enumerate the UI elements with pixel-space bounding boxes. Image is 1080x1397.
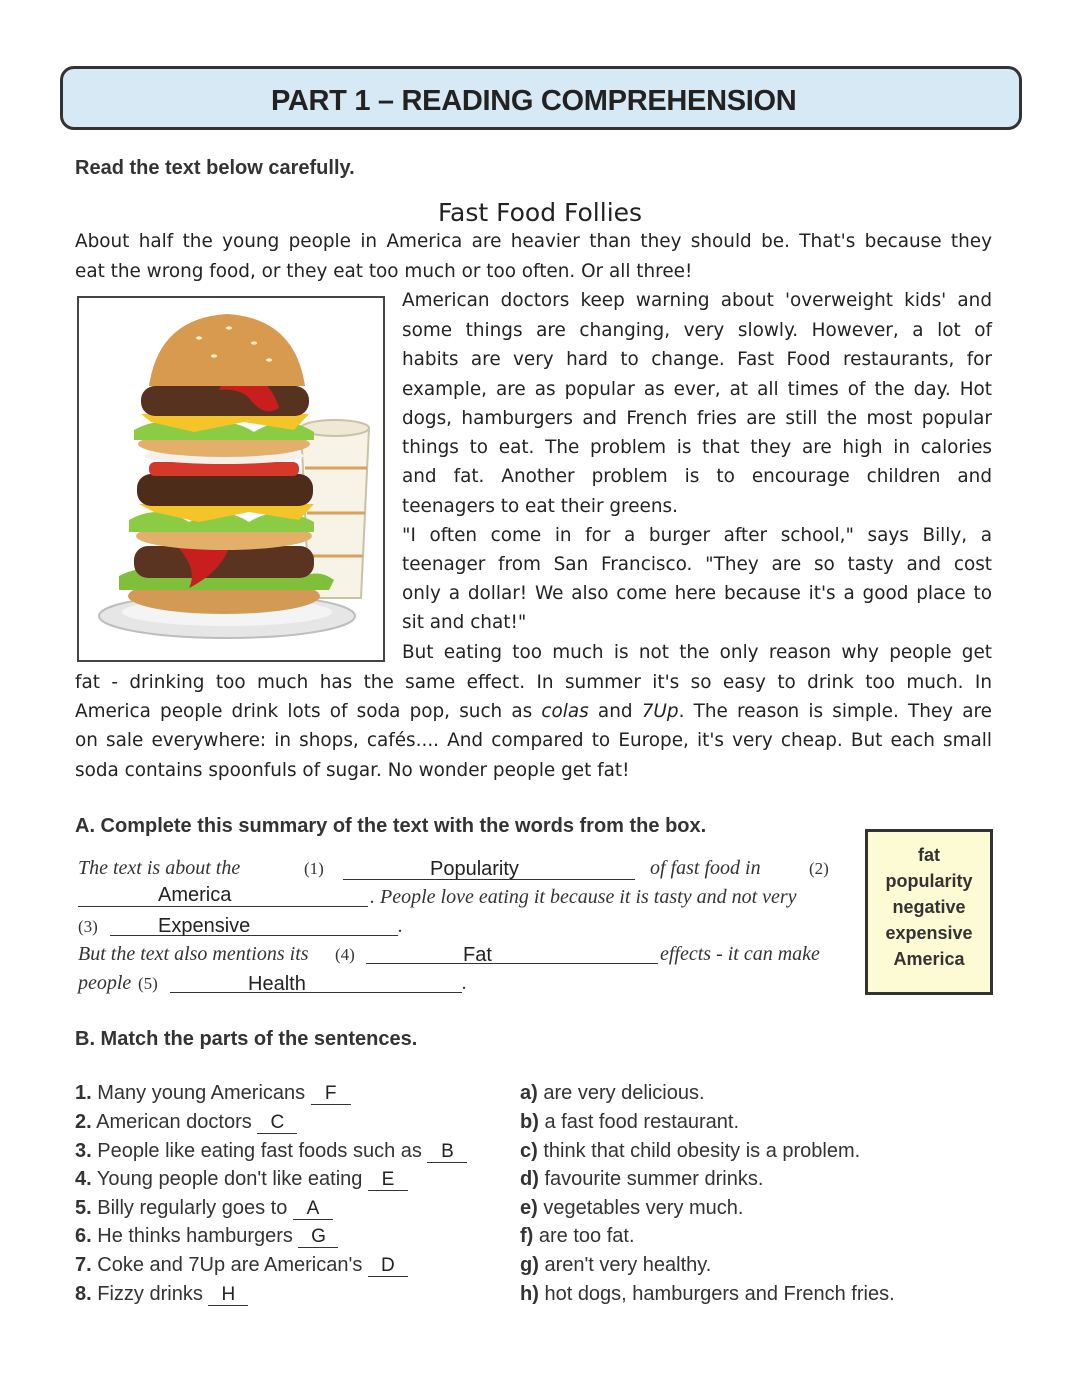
item-text: Coke and 7Up are American's: [97, 1254, 363, 1276]
match-left-item: [75, 1168, 408, 1191]
story-title: Fast Food Follies: [437, 198, 643, 227]
match-left-item: [75, 1140, 467, 1163]
word-box-item: popularity: [885, 871, 973, 891]
item-text: He thinks hamburgers: [97, 1225, 293, 1247]
word-box-item: fat: [918, 845, 940, 865]
match-left-item: [75, 1111, 297, 1134]
story-line: some things are changing, very slowly. However, a lot of: [402, 320, 992, 341]
answer-1: Popularity: [430, 858, 519, 880]
blank-3[interactable]: [110, 935, 398, 936]
item-text: aren't very healthy.: [544, 1254, 712, 1276]
story-line-soda: [75, 701, 992, 722]
story-line: on sale everywhere: in shops, cafés.... And compared to Europe, it's very cheap. But each small: [75, 730, 992, 751]
item-number: 6.: [75, 1225, 92, 1247]
story-text: and: [588, 701, 642, 722]
match-right-item: [520, 1197, 743, 1220]
summary-text: .: [398, 915, 403, 937]
story-line: soda contains spoonfuls of sugar. No wonder people get fat!: [75, 760, 630, 781]
match-right-item: [520, 1254, 711, 1277]
item-number: 1.: [75, 1082, 92, 1104]
item-text: are very delicious.: [543, 1082, 705, 1104]
item-letter: g): [520, 1254, 539, 1276]
item-text: American doctors: [96, 1111, 252, 1133]
summary-number: (1): [304, 859, 324, 878]
item-text: Billy regularly goes to: [97, 1197, 288, 1219]
item-letter: d): [520, 1168, 539, 1190]
answer-4: Fat: [463, 944, 492, 966]
answer-2: America: [158, 884, 232, 906]
story-text: 7Up: [641, 701, 679, 722]
story-line: sit and chat!": [402, 612, 527, 633]
summary-text: people: [78, 972, 132, 994]
item-letter: h): [520, 1283, 539, 1305]
blank-5[interactable]: [170, 992, 462, 993]
word-box: [865, 829, 993, 995]
match-answer[interactable]: E: [368, 1170, 408, 1191]
match-right-item: [520, 1225, 635, 1248]
story-line: habits are very hard to change. Fast Food restaurants, for: [402, 349, 992, 370]
hamburger-illustration: [79, 298, 383, 660]
story-line: teenager from San Francisco. "They are so tasty and cost: [402, 554, 992, 575]
summary-text: .: [462, 972, 467, 994]
section-header: [60, 66, 1022, 130]
match-answer[interactable]: A: [293, 1199, 333, 1220]
match-left-item: [75, 1197, 333, 1220]
word-box-item: America: [893, 949, 965, 969]
match-right-item: [520, 1111, 739, 1134]
match-right-item: [520, 1082, 705, 1105]
summary-number: (2): [809, 859, 829, 878]
match-left-item: [75, 1283, 248, 1306]
story-line: example, are as popular as ever, at all times of the day. Hot: [402, 379, 992, 400]
match-right-item: [520, 1283, 895, 1306]
item-text: vegetables very much.: [543, 1197, 744, 1219]
match-answer[interactable]: H: [208, 1285, 248, 1306]
story-line: only a dollar! We also come here because it's a good place to: [402, 583, 992, 604]
item-number: 5.: [75, 1197, 92, 1219]
story-text: colas: [541, 701, 589, 722]
item-text: favourite summer drinks.: [544, 1168, 764, 1190]
instruction-text: Read the text below carefully.: [75, 157, 355, 179]
word-box-item: expensive: [885, 923, 973, 943]
item-text: hot dogs, hamburgers and French fries.: [544, 1283, 895, 1305]
item-number: 3.: [75, 1140, 92, 1162]
match-right-item: [520, 1168, 763, 1191]
story-text: America people drink lots of soda pop, such as: [75, 701, 542, 722]
summary-text: . People love eating it because it is tasty and not very: [370, 886, 797, 908]
item-letter: f): [520, 1225, 534, 1247]
item-text: Many young Americans: [97, 1082, 306, 1104]
item-text: Fizzy drinks: [97, 1283, 203, 1305]
match-left-item: [75, 1082, 351, 1105]
story-line: teenagers to eat their greens.: [402, 496, 678, 517]
blank-4[interactable]: [366, 963, 658, 964]
match-answer[interactable]: C: [257, 1113, 297, 1134]
story-line: dogs, hamburgers and French fries are still the most popular: [402, 408, 992, 429]
match-right-item: [520, 1140, 860, 1163]
item-text: People like eating fast foods such as: [97, 1140, 422, 1162]
item-letter: a): [520, 1082, 538, 1104]
story-line: American doctors keep warning about 'overweight kids' and: [402, 290, 992, 311]
item-letter: c): [520, 1140, 538, 1162]
summary-text: effects - it can make: [660, 943, 820, 965]
item-text: think that child obesity is a problem.: [543, 1140, 861, 1162]
story-line: But eating too much is not the only reason why people get: [402, 642, 992, 663]
item-letter: e): [520, 1197, 538, 1219]
match-left-item: [75, 1254, 408, 1277]
summary-text: The text is about the: [78, 857, 241, 879]
match-answer[interactable]: F: [311, 1084, 351, 1105]
item-number: 4.: [75, 1168, 92, 1190]
answer-5: Health: [248, 973, 306, 995]
section-b-title: B. Match the parts of the sentences.: [75, 1028, 418, 1050]
answer-3: Expensive: [158, 915, 251, 937]
item-number: 7.: [75, 1254, 92, 1276]
item-number: 8.: [75, 1283, 92, 1305]
summary-number: (5): [138, 974, 158, 993]
hamburger-image: [77, 296, 385, 662]
story-line: eat the wrong food, or they eat too much or too often. Or all three!: [75, 261, 693, 282]
item-text: Young people don't like eating: [96, 1168, 363, 1190]
story-text: . The reason is simple. They are: [678, 701, 992, 722]
item-text: a fast food restaurant.: [544, 1111, 740, 1133]
part-title: PART 1 – READING COMPREHENSION: [271, 85, 797, 117]
match-answer[interactable]: G: [298, 1227, 338, 1248]
story-line: About half the young people in America are heavier than they should be. That's because they: [75, 231, 992, 252]
item-text: are too fat.: [538, 1225, 635, 1247]
story-line: "I often come in for a burger after school," says Billy, a: [402, 525, 992, 546]
summary-number: (4): [335, 945, 355, 964]
match-answer[interactable]: B: [427, 1142, 467, 1163]
summary-text: of fast food in: [650, 857, 761, 879]
summary-number: (3): [78, 917, 98, 936]
match-left-item: [75, 1225, 338, 1248]
story-line: fat - drinking too much has the same effect. In summer it's so easy to drink too much. In: [75, 672, 992, 693]
item-number: 2.: [75, 1111, 92, 1133]
item-letter: b): [520, 1111, 539, 1133]
story-line: and fat. Another problem is to encourage children and: [402, 466, 992, 487]
match-answer[interactable]: D: [368, 1256, 408, 1277]
section-a-title: A. Complete this summary of the text with the words from the box.: [75, 815, 707, 837]
word-box-item: negative: [892, 897, 966, 917]
summary-text: But the text also mentions its: [78, 943, 309, 965]
story-line: things to eat. The problem is that they are high in calories: [402, 437, 992, 458]
